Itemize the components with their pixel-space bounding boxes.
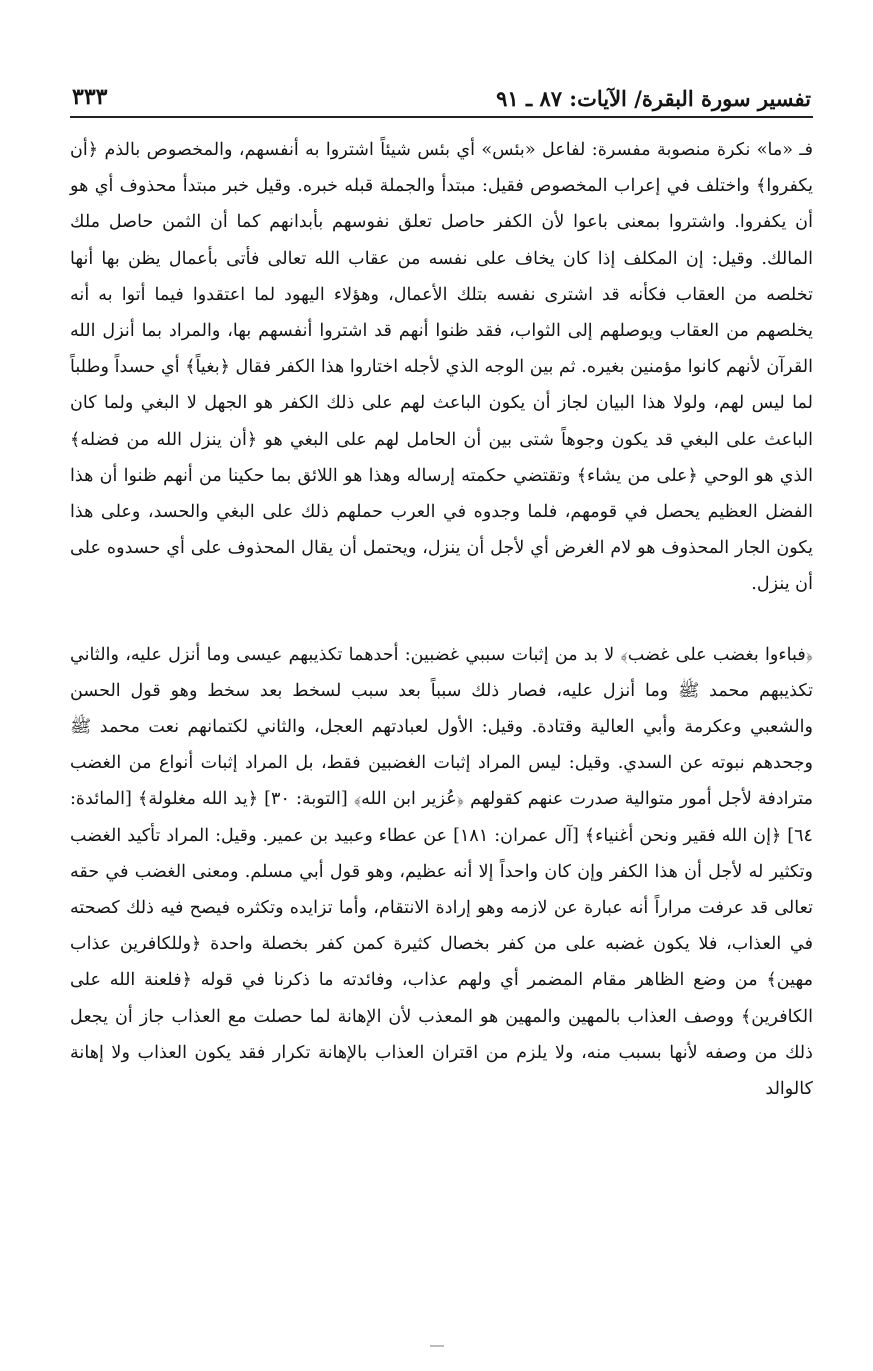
paragraph-commentary-2: ﴿فباءوا بغضب على غضب﴾ لا بد من إثبات سببي غضبين: أحدهما تكذيبهم عيسى وما أنزل عليه، والثاني تكذيبهم محمد ﷺ وما أنزل عليه، فصار ذلك سبباً بعد سبب لسخط بعد سخط وهو قول الحسن والشعبي وعكرمة وأبي العالية وقتادة. وقيل: الأول لعبادتهم العجل، والثاني لكتمانهم نعت محمد ﷺ وجحدهم نبوته عن السدي. وقيل: ليس المراد إثبات الغضبين فقط، بل المراد إثبات أنواع من الغضب مترادفة لأجل أمور متوالية صدرت عنهم كقولهم ﴿عُزير ابن الله﴾ [التوبة: ٣٠] ﴿يد الله مغلولة﴾ [المائدة: ٦٤] ﴿إن الله فقير ونحن أغنياء﴾ [آل عمران: ١٨١] عن عطاء وعبيد بن عمير. وقيل: المراد تأكيد الغضب وتكثير له لأجل أن هذا الكفر وإن كان واحداً إلا أنه عظيم، وهو قول أبي مسلم. ومعنى الغضب في حقه تعالى قد عرفت مراراً أنه عبارة عن لازمه وهو إرادة الانتقام، وأما تزايده وتكثره فيصح فيه ذلك كصحته في العذاب، فلا يكون غضبه على من كفر بخصال كثيرة كمن كفر بخصلة واحدة ﴿وللكافرين عذاب مهين﴾ من وضع الظاهر مقام المضمر أي ولهم عذاب، وفائدته ما ذكرنا في قوله ﴿فلعنة الله على الكافرين﴾ ووصف العذاب بالمهين والمهين هو المعذب لأن الإهانة لما حصلت مع العذاب جاز أن يجعل ذلك من وصفه لأنها بسبب منه، ولا يلزم من اقتران العذاب بالإهانة تكرار فقد يكون العذاب ولا إهانة كالوالد <box>70 644 814 1100</box>
running-header <box>70 82 813 118</box>
paragraph-commentary-1: فـ «ما» نكرة منصوبة مفسرة: لفاعل «بئس» أي بئس شيئاً اشتروا به أنفسهم، والمخصوص بالذم ﴿أن يكفروا﴾ واختلف في إعراب المخصوص فقيل: مبتدأ والجملة قبله خبره. وقيل خبر مبتدأ محذوف أي هو أن يكفروا. واشتروا بمعنى باعوا لأن الكفر حاصل تعلق نفوسهم بأبدانهم كما أن الثمن حاصل ملك المالك. وقيل: إن المكلف إذا كان يخاف على نفسه من عقاب الله تعالى فأتى بأعمال يظن بها أنها تخلصه من العقاب فكأنه قد اشترى نفسه بتلك الأعمال، وهؤلاء اليهود لما اعتقدوا فيما أتوا به أنه يخلصهم من العقاب ويوصلهم إلى الثواب، فقد ظنوا أنهم قد اشتروا أنفسهم بها، والمراد بما أنزل الله القرآن لأنهم كانوا مؤمنين بغيره. ثم بين الوجه الذي لأجله اختاروا هذا الكفر فقال ﴿بغياً﴾ أي حسداً وطلباً لما ليس لهم، ولولا هذا البيان لجاز أن يكون الباعث لهم على ذلك الكفر هو الجهل لا البغي ولما كان الباعث على البغي قد يكون وجوهاً شتى بين أن الحامل لهم على البغي هو ﴿أن ينزل الله من فضله﴾ الذي هو الوحي ﴿على من يشاء﴾ وتقتضي حكمته إرساله وهذا هو اللائق بما حكينا من أنهم ظنوا أن هذا الفضل العظيم يحصل في قومهم، فلما وجدوه في العرب حملهم ذلك على البغي والحسد، وعلى هذا يكون الجار المحذوف هو لام الغرض أي لأجل أن ينزل، ويحتمل أن يقال المحذوف على أي حسدوه على أن ينزل. <box>70 140 813 595</box>
running-title: تفسير سورة البقرة/ الآيات: ٨٧ ـ ٩١ <box>496 86 811 111</box>
page-bottom-mark <box>430 1345 444 1347</box>
page-number: ٣٣٣ <box>72 84 108 110</box>
